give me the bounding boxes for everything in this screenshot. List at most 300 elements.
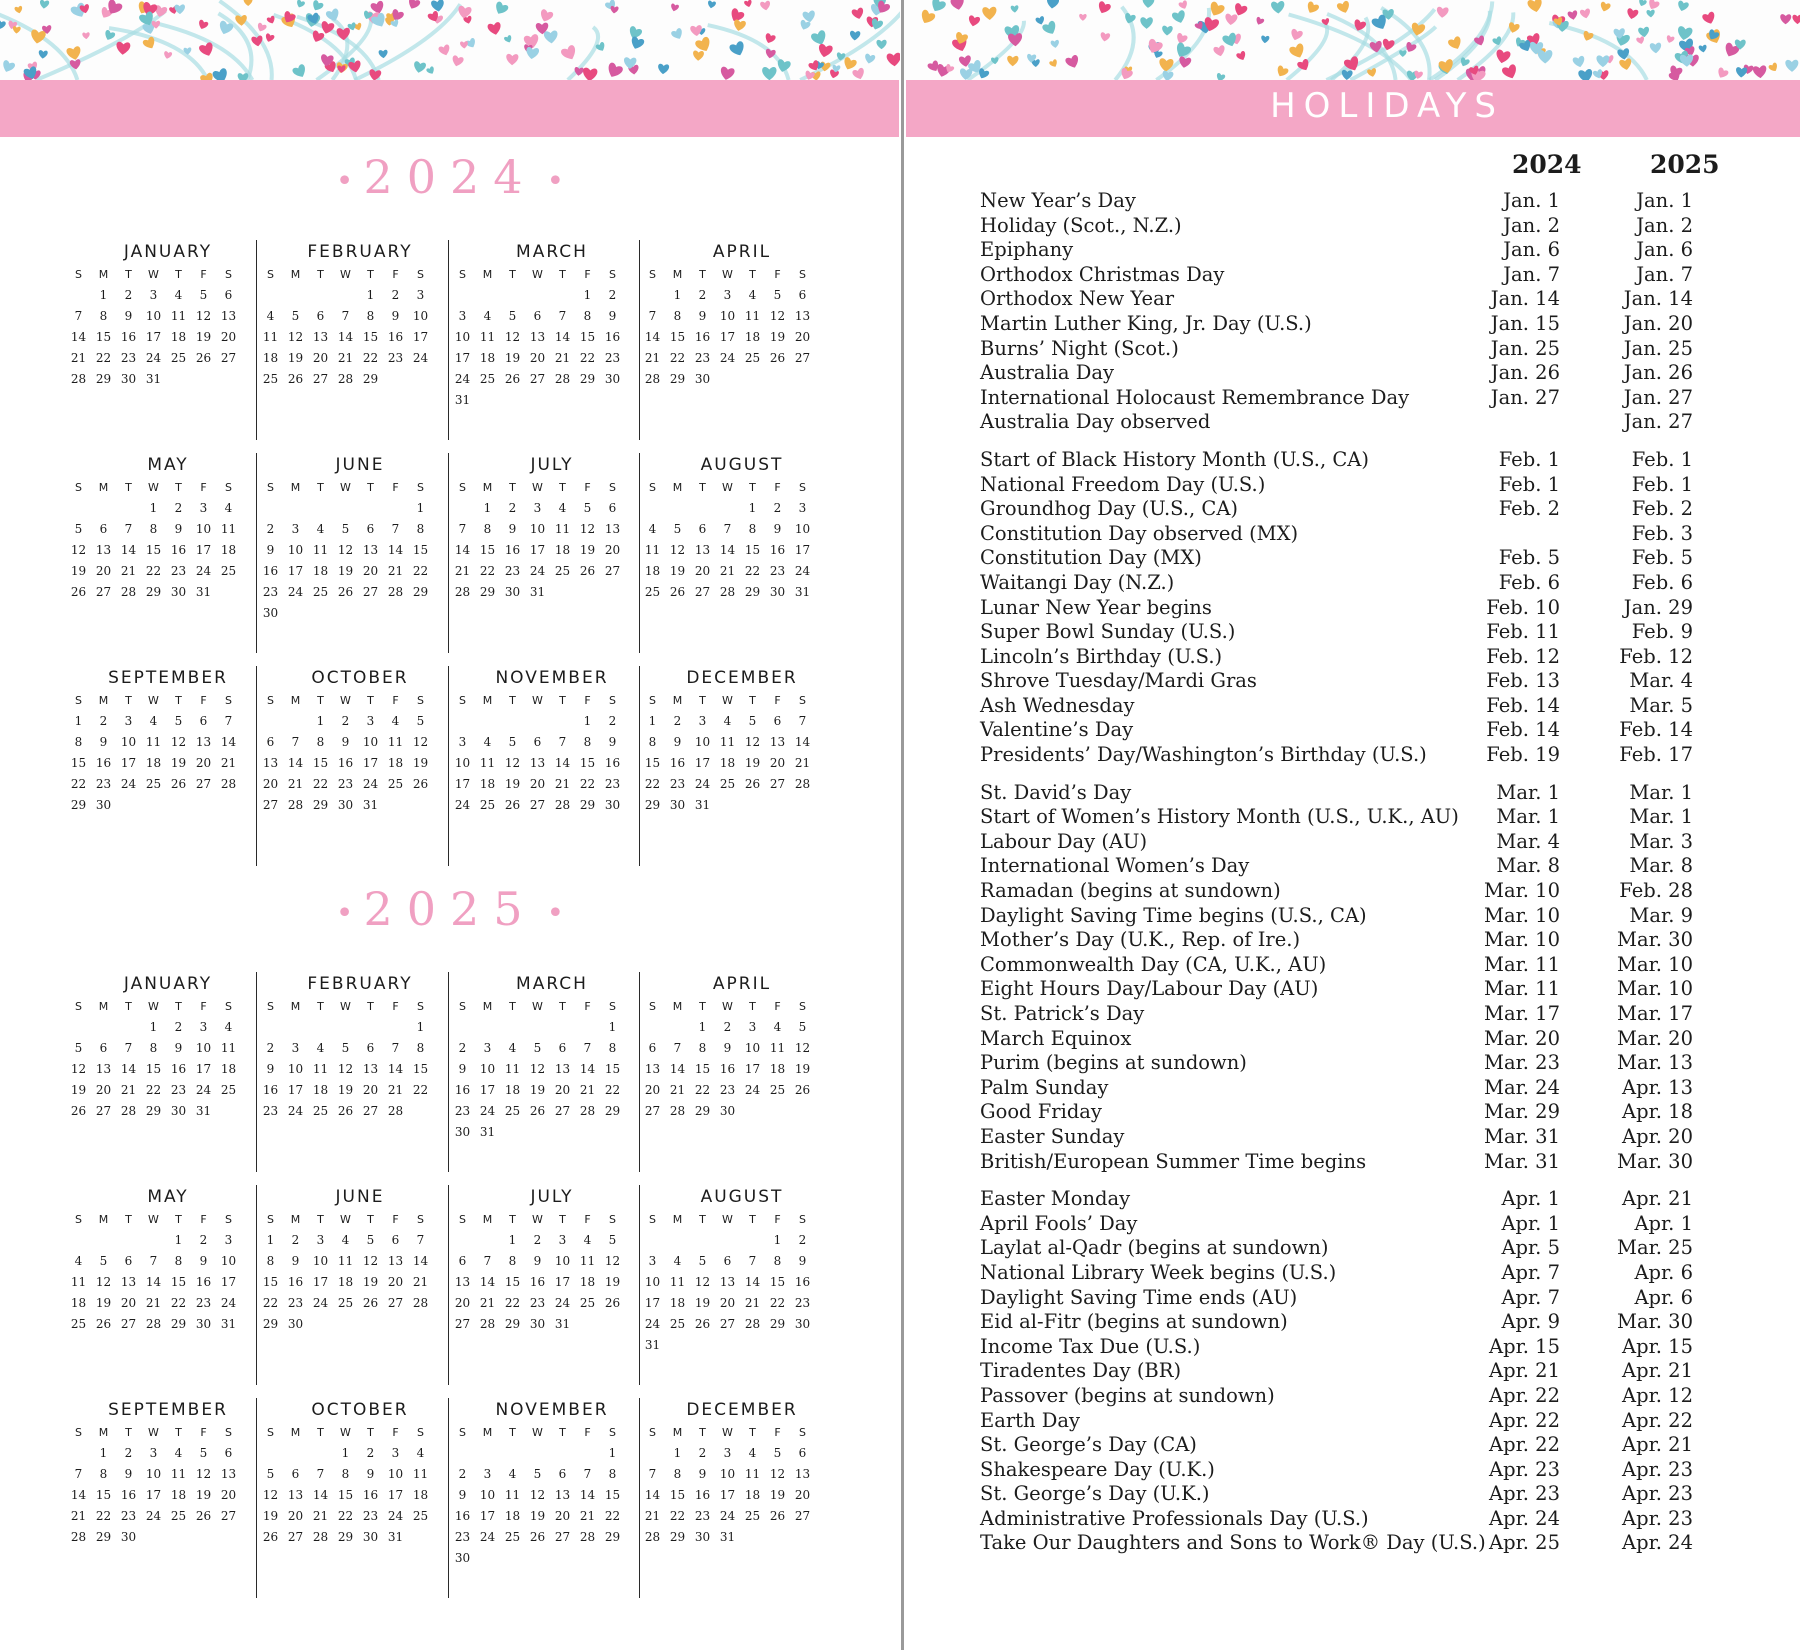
empty-cell [550,1443,575,1464]
holiday-name: Lincoln’s Birthday (U.S.) [980,644,1223,668]
day-cell: 12 [262,1488,279,1502]
month-name: APRIL [712,974,772,994]
holiday-row [980,522,1720,547]
day-cell: 4 [74,1254,83,1268]
weekday-label: T [317,1000,324,1013]
day-cell: 29 [644,798,661,812]
day-cell: 12 [412,735,429,749]
day-cell: 13 [262,756,279,770]
day-cell: 19 [744,756,761,770]
weekday-label: T [125,694,132,707]
day-cell: 26 [529,1104,546,1118]
heart-icon [0,19,6,30]
weekday-header [66,1209,256,1230]
day-cell: 30 [694,372,711,386]
day-cell: 11 [644,543,661,557]
heart-icon [212,67,230,80]
day-cell: 22 [262,1296,279,1310]
holiday-date-2025: Feb. 2 [1631,497,1693,521]
day-cell: 4 [773,1020,782,1034]
day-cell: 10 [479,1488,496,1502]
holiday-date-2024: Apr. 7 [1501,1260,1560,1284]
day-cell: 24 [744,1083,761,1097]
weekday-label: S [75,1000,82,1013]
empty-cell [500,1017,525,1038]
day-cell: 2 [199,1233,208,1247]
holiday-date-2024: Apr. 22 [1489,1408,1560,1432]
heart-icon [1065,54,1081,70]
day-cell: 14 [145,1275,162,1289]
day-cell: 21 [220,756,237,770]
heart-icon [1580,8,1592,19]
day-cell: 18 [145,756,162,770]
day-cell: 4 [483,735,492,749]
day-cell: 31 [454,393,471,407]
day-cell: 27 [195,777,212,791]
holiday-date-2024: Feb. 19 [1486,743,1560,767]
day-cell: 13 [794,309,811,323]
day-cell: 2 [533,1233,542,1247]
week-row [450,498,640,519]
day-cell: 25 [312,1104,329,1118]
weekday-label: S [75,694,82,707]
day-cell: 14 [579,1062,596,1076]
heart-icon [729,40,747,58]
day-cell: 23 [504,564,521,578]
holiday-row [980,1100,1720,1125]
holiday-date-2025: Apr. 23 [1622,1506,1693,1530]
holiday-row [980,448,1720,473]
day-cell: 20 [95,564,112,578]
calendar-divider [639,972,640,1172]
day-cell: 25 [312,585,329,599]
day-cell: 6 [798,1446,807,1460]
holiday-date-2025: Feb. 1 [1631,447,1693,471]
day-cell: 4 [391,714,400,728]
month-november [450,1398,640,1569]
day-cell: 20 [262,777,279,791]
month-name: NOVEMBER [495,668,609,688]
day-cell: 4 [483,309,492,323]
holiday-date-2025: Feb. 12 [1619,644,1693,668]
day-cell: 7 [673,1041,682,1055]
day-cell: 21 [669,1083,686,1097]
day-cell: 21 [554,351,571,365]
day-cell: 18 [170,330,187,344]
weekday-label: S [225,268,232,281]
holiday-date-2025: Jan. 27 [1623,385,1693,409]
month-july [450,1185,640,1335]
holiday-name: Daylight Saving Time ends (AU) [980,1285,1298,1309]
weekday-label: T [559,694,566,707]
weekday-label: F [200,1426,207,1439]
day-cell: 21 [794,756,811,770]
day-cell: 19 [337,564,354,578]
weekday-label: W [340,694,351,707]
holiday-date-2024: Apr. 7 [1501,1285,1560,1309]
day-cell: 12 [337,1062,354,1076]
heart-icon [605,62,624,80]
empty-cell [500,285,525,306]
day-cell: 26 [95,1317,112,1331]
day-cell: 4 [723,714,732,728]
day-cell: 16 [669,756,686,770]
day-cell: 13 [454,1275,471,1289]
day-cell: 26 [337,585,354,599]
day-cell: 29 [95,1530,112,1544]
day-cell: 28 [554,798,571,812]
heart-icon [1079,14,1087,21]
holiday-name: Burns’ Night (Scot.) [980,336,1179,360]
weekday-label: M [98,1426,109,1439]
heart-icon [886,53,900,67]
heart-icon [1753,65,1768,79]
week-row [66,519,256,540]
week-row [450,1272,640,1293]
weekday-label: W [722,1426,733,1439]
day-cell: 14 [120,1062,137,1076]
empty-cell [640,1230,665,1251]
week-row [258,540,448,561]
day-cell: 10 [554,1254,571,1268]
month-april [640,240,830,390]
week-row [66,1101,256,1122]
day-cell: 21 [719,564,736,578]
weekday-header [66,1422,256,1443]
day-cell: 23 [170,564,187,578]
empty-cell [283,498,308,519]
heart-icon [1261,35,1270,43]
day-cell: 30 [195,1317,212,1331]
week-row [66,1506,256,1527]
day-cell: 1 [608,1446,617,1460]
holiday-date-2024: Mar. 11 [1484,952,1560,976]
heart-pattern-right [904,0,1800,80]
empty-cell [475,1230,500,1251]
heart-icon [690,25,703,37]
day-cell: 22 [504,1296,521,1310]
day-cell: 19 [669,564,686,578]
weekday-label: S [799,1426,806,1439]
day-cell: 29 [312,798,329,812]
day-cell: 23 [769,564,786,578]
heart-icon [1007,56,1018,67]
weekday-label: T [317,694,324,707]
day-cell: 2 [608,288,617,302]
weekday-label: T [509,1213,516,1226]
day-cell: 8 [341,1467,350,1481]
day-cell: 30 [120,1530,137,1544]
weekday-header [450,996,640,1017]
holiday-row [980,410,1720,435]
day-cell: 9 [698,309,707,323]
day-cell: 17 [744,1062,761,1076]
day-cell: 19 [170,756,187,770]
weekday-label: T [367,481,374,494]
holiday-row [980,1027,1720,1052]
day-cell: 27 [454,1317,471,1331]
month-april [640,972,830,1122]
day-cell: 19 [70,1083,87,1097]
day-cell: 19 [287,351,304,365]
day-cell: 4 [673,1254,682,1268]
day-cell: 19 [504,351,521,365]
day-cell: 18 [504,1083,521,1097]
day-cell: 24 [554,1296,571,1310]
heart-icon [1011,5,1019,13]
day-cell: 7 [648,1467,657,1481]
day-cell: 25 [479,798,496,812]
day-cell: 9 [341,735,350,749]
empty-cell [475,285,500,306]
holiday-name: National Library Week begins (U.S.) [980,1260,1337,1284]
day-cell: 22 [669,351,686,365]
holiday-row [980,1076,1720,1101]
holiday-date-2024: Feb. 11 [1486,620,1560,644]
weekday-header [640,1209,830,1230]
month-name: MAY [147,1187,189,1207]
day-cell: 24 [312,1296,329,1310]
day-cell: 9 [124,309,133,323]
dot-icon: • [335,895,354,931]
holiday-date-2024: Apr. 24 [1489,1506,1560,1530]
day-cell: 31 [195,1104,212,1118]
day-cell: 14 [220,735,237,749]
day-cell: 7 [558,309,567,323]
holiday-date-2024: Mar. 20 [1484,1026,1560,1050]
day-cell: 24 [719,351,736,365]
day-cell: 2 [458,1467,467,1481]
day-cell: 11 [170,309,187,323]
week-row [450,390,640,411]
holiday-row [980,473,1720,498]
heart-icon [982,7,997,21]
heart-icon [1140,17,1153,29]
holiday-date-2025: Feb. 28 [1619,879,1693,903]
day-cell: 12 [744,735,761,749]
heart-icon [1447,36,1463,52]
month-february [258,240,448,390]
holiday-row [980,645,1720,670]
day-cell: 29 [170,1317,187,1331]
day-cell: 16 [719,1062,736,1076]
heart-icon [967,15,980,28]
holiday-name: International Holocaust Remembrance Day [980,385,1410,409]
day-cell: 14 [644,1488,661,1502]
day-cell: 24 [220,1296,237,1310]
weekday-label: M [672,694,683,707]
weekday-label: T [175,694,182,707]
week-row [640,1443,830,1464]
empty-cell [66,1443,91,1464]
weekday-label: W [148,1426,159,1439]
day-cell: 27 [604,564,621,578]
month-name: DECEMBER [686,668,798,688]
day-cell: 16 [387,330,404,344]
day-cell: 9 [391,309,400,323]
empty-cell [500,1443,525,1464]
heart-pattern-graphic [0,0,900,80]
weekday-label: T [125,268,132,281]
holiday-date-2024: Mar. 11 [1484,977,1560,1001]
holiday-row [980,904,1720,929]
day-cell: 14 [337,330,354,344]
holiday-date-2025: Jan. 7 [1636,262,1693,286]
day-cell: 8 [483,522,492,536]
weekday-label: F [392,694,399,707]
week-row [640,1080,830,1101]
day-cell: 3 [798,501,807,515]
day-cell: 20 [554,1509,571,1523]
day-cell: 1 [316,714,325,728]
holiday-date-2025: Mar. 1 [1629,780,1693,804]
day-cell: 20 [529,777,546,791]
holiday-date-2024: Feb. 14 [1486,718,1560,742]
day-cell: 30 [362,1530,379,1544]
day-cell: 8 [99,309,108,323]
day-cell: 10 [479,1062,496,1076]
day-cell: 4 [648,522,657,536]
weekday-label: W [532,1426,543,1439]
day-cell: 25 [744,351,761,365]
month-name: MARCH [516,242,588,262]
day-cell: 16 [262,564,279,578]
empty-cell [283,285,308,306]
week-row [66,711,256,732]
heart-icon [817,43,833,58]
holiday-date-2024: Feb. 10 [1486,595,1560,619]
week-row [450,1506,640,1527]
day-cell: 1 [99,1446,108,1460]
heart-icon [174,4,185,14]
heart-icon [1716,67,1730,80]
holiday-name: International Women’s Day [980,854,1250,878]
day-cell: 31 [794,585,811,599]
day-cell: 1 [266,1233,275,1247]
day-cell: 16 [454,1509,471,1523]
day-cell: 1 [673,1446,682,1460]
holiday-date-2025: Feb. 3 [1631,521,1693,545]
day-cell: 1 [698,1020,707,1034]
day-cell: 9 [723,1041,732,1055]
day-cell: 22 [170,1296,187,1310]
day-cell: 2 [458,1041,467,1055]
day-cell: 25 [262,372,279,386]
day-cell: 13 [95,543,112,557]
weekday-label: F [584,1426,591,1439]
branch-stroke [708,25,789,80]
weekday-label: S [267,1213,274,1226]
day-cell: 4 [174,1446,183,1460]
day-cell: 18 [579,1275,596,1289]
day-cell: 3 [149,1446,158,1460]
day-cell: 18 [479,351,496,365]
day-cell: 11 [554,522,571,536]
holiday-row [980,263,1720,288]
holiday-row [980,1384,1720,1409]
year-heading-2025 [0,882,900,936]
holiday-date-2024: Jan. 25 [1490,336,1560,360]
day-cell: 18 [387,756,404,770]
week-row [640,1527,830,1548]
day-cell: 30 [454,1551,471,1565]
day-cell: 23 [287,1296,304,1310]
holiday-date-2024: Feb. 12 [1486,644,1560,668]
day-cell: 7 [583,1041,592,1055]
day-cell: 30 [504,585,521,599]
day-cell: 23 [669,777,686,791]
week-row [66,1443,256,1464]
week-row [66,1314,256,1335]
holiday-list [980,189,1720,1556]
weekday-label: T [317,1426,324,1439]
weekday-label: T [509,1000,516,1013]
month-october [258,666,448,816]
weekday-header [640,264,830,285]
day-cell: 10 [744,1041,761,1055]
week-row [66,1527,256,1548]
day-cell: 13 [195,735,212,749]
week-row [640,1059,830,1080]
holiday-row [980,1531,1720,1556]
week-row [258,582,448,603]
day-cell: 17 [529,543,546,557]
holiday-row [980,1051,1720,1076]
heart-icon [1213,45,1226,58]
heart-icon [950,0,965,11]
month-december [640,666,830,816]
empty-cell [640,1443,665,1464]
day-cell: 14 [412,1254,429,1268]
day-cell: 17 [412,330,429,344]
holiday-name: Tiradentes Day (BR) [980,1359,1182,1383]
weekday-label: W [148,481,159,494]
heart-icon [760,0,771,11]
day-cell: 27 [287,1530,304,1544]
day-cell: 16 [120,330,137,344]
weekday-header [258,477,448,498]
day-cell: 28 [554,372,571,386]
holiday-date-2024: Apr. 9 [1501,1310,1560,1334]
holiday-row [980,1286,1720,1311]
day-cell: 28 [387,1104,404,1118]
week-row [66,306,256,327]
heart-icon [256,22,267,33]
week-row [640,732,830,753]
month-name: MAY [147,455,189,475]
day-cell: 15 [769,1275,786,1289]
day-cell: 16 [604,756,621,770]
day-cell: 11 [262,330,279,344]
holiday-row [980,1409,1720,1434]
day-cell: 3 [199,501,208,515]
week-row [450,795,640,816]
day-cell: 11 [145,735,162,749]
holiday-row [980,1236,1720,1261]
day-cell: 23 [195,1296,212,1310]
day-cell: 16 [170,1062,187,1076]
holiday-date-2025: Mar. 10 [1617,977,1693,1001]
day-cell: 30 [120,372,137,386]
day-cell: 27 [794,1509,811,1523]
day-cell: 19 [337,1083,354,1097]
day-cell: 25 [769,1083,786,1097]
day-cell: 3 [698,714,707,728]
weekday-label: W [340,268,351,281]
day-cell: 15 [95,330,112,344]
day-cell: 12 [529,1062,546,1076]
weekday-label: S [75,1213,82,1226]
